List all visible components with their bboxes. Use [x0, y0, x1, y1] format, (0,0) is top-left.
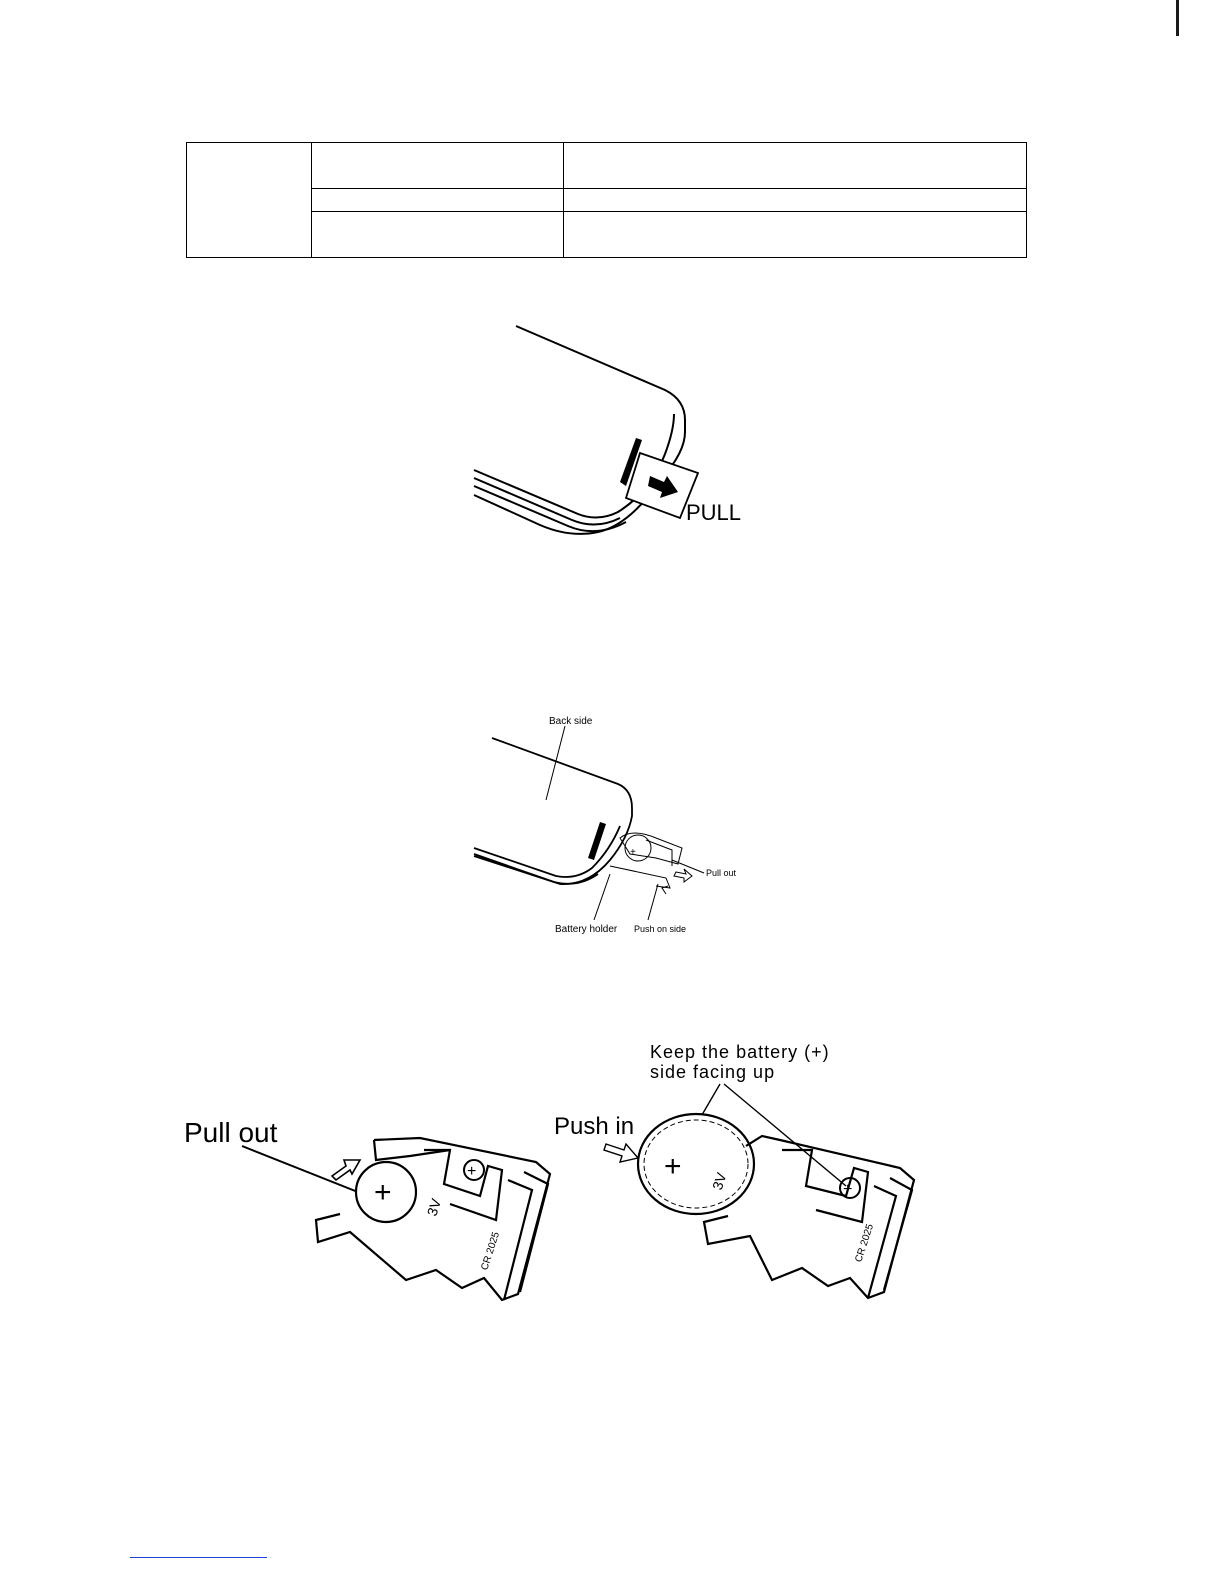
table-cell — [312, 189, 564, 212]
push-on-side-label: Push on side — [634, 924, 687, 934]
table-cell — [187, 143, 312, 258]
push-in-arrow-icon — [604, 1144, 638, 1162]
spec-table — [186, 142, 1027, 258]
push-on-side-leader — [648, 884, 658, 920]
push-in-label: Push in — [554, 1113, 635, 1140]
pull-out-arrow-icon — [674, 869, 692, 882]
battery-model: CR 2025 — [853, 1222, 877, 1264]
battery-holder-label: Battery holder — [555, 924, 618, 935]
battery-plus-icon: + — [374, 1176, 392, 1209]
battery-voltage: 3V — [423, 1196, 445, 1218]
table-cell — [312, 143, 564, 189]
plus-icon: + — [630, 847, 636, 858]
pull-label: PULL — [686, 500, 742, 525]
battery-voltage: 3V — [708, 1170, 730, 1192]
pull-out-leader — [672, 860, 704, 873]
battery-model: CR 2025 — [479, 1230, 503, 1272]
terminal-plus-sign: + — [843, 1181, 853, 1198]
terminal-plus-sign: + — [467, 1163, 477, 1180]
pull-out-label: Pull out — [706, 868, 737, 878]
pull-tab-figure — [460, 320, 760, 550]
battery-holder-figure — [460, 708, 760, 940]
table-row — [187, 143, 1027, 189]
push-in-figure — [550, 1036, 950, 1310]
back-side-label: Back side — [549, 716, 593, 727]
remote-outline — [474, 738, 632, 884]
battery-plus-icon: + — [664, 1150, 682, 1183]
holder-drawing — [610, 833, 682, 888]
table-row — [187, 212, 1027, 258]
table-cell — [564, 143, 1027, 189]
pull-out-label: Pull out — [184, 1117, 278, 1148]
coin-battery — [638, 1114, 754, 1214]
table-cell — [564, 189, 1027, 212]
keep-label-line1: Keep the battery (+) — [650, 1042, 830, 1062]
pull-out-figure — [180, 1110, 560, 1310]
pull-out-arrow-icon — [332, 1160, 360, 1180]
table-row — [187, 189, 1027, 212]
page-edge-rule — [1176, 0, 1179, 36]
table-cell — [564, 212, 1027, 258]
battery-holder-leader — [594, 874, 610, 920]
keep-label-line2: side facing up — [650, 1062, 776, 1082]
footnote-separator — [130, 1557, 267, 1558]
table-cell — [312, 212, 564, 258]
